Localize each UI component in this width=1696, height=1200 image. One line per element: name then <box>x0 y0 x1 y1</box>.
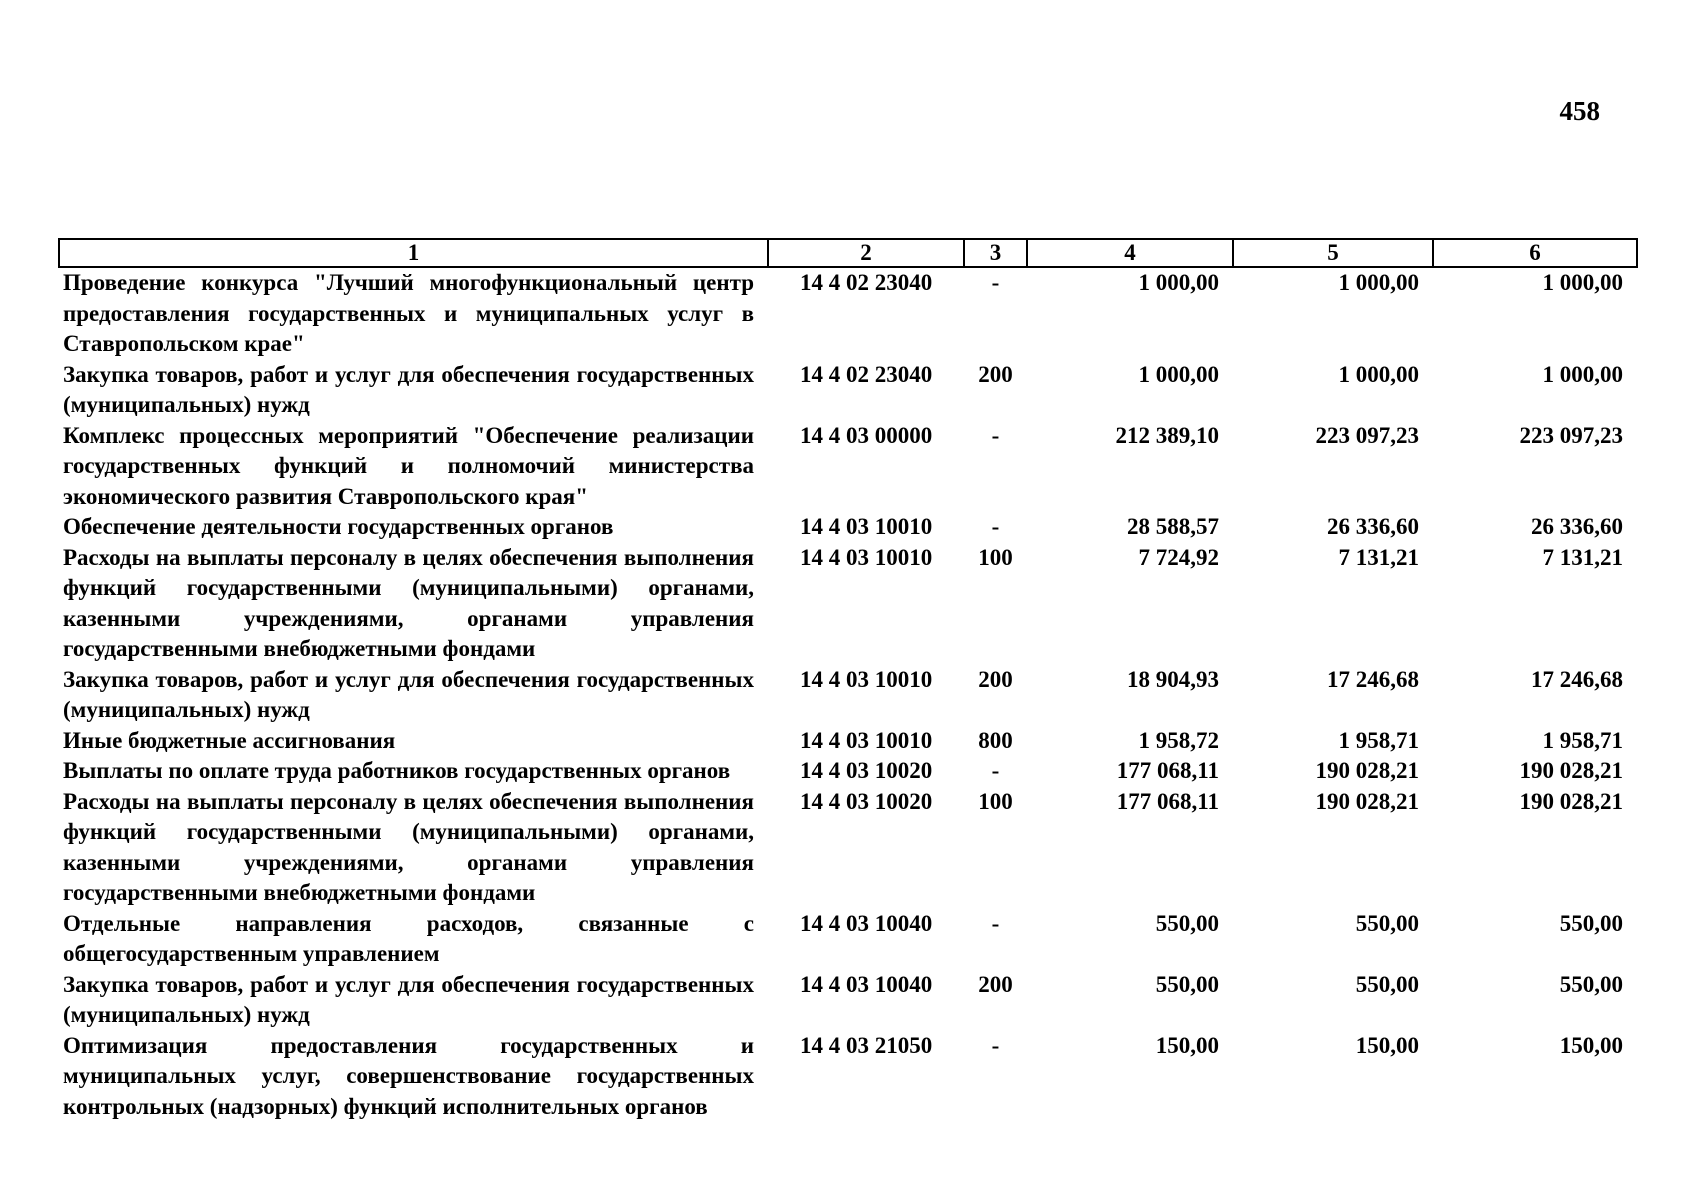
row-value-col4: 150,00 <box>1155 1032 1219 1058</box>
row-expense-type: - <box>991 1032 1000 1058</box>
row-expense-type: 200 <box>978 971 1013 997</box>
row-code: 14 4 03 10010 <box>800 666 933 692</box>
row-code: 14 4 03 10010 <box>800 514 933 539</box>
table-row <box>59 512 1637 543</box>
row-value-col6: 550,00 <box>1559 971 1623 997</box>
row-value-col4: 18 904,93 <box>1127 666 1219 692</box>
table-row <box>59 970 1637 1031</box>
row-value-col4: 212 389,10 <box>1115 422 1219 448</box>
row-value-col6: 150,00 <box>1559 1032 1623 1058</box>
row-expense-type: - <box>991 910 1000 936</box>
row-name: Закупка товаров, работ и услуг для обеспечения государственных (муниципальных) нужд <box>63 971 754 1027</box>
column-header-5: 5 <box>1233 239 1433 267</box>
row-name: Расходы на выплаты персоналу в целях обеспечения выполнения функций государственными (муниципальными) органами, казенными учреждениями, органами управления государственными внебюджетными фондами <box>63 544 754 661</box>
row-name: Обеспечение деятельности государственных органов <box>63 514 614 539</box>
page-number: 458 <box>1559 96 1600 126</box>
row-name: Комплекс процессных мероприятий "Обеспечение реализации государственных функций и полномочий министерства экономического развития Ставропольского края" <box>63 422 754 509</box>
row-value-col6: 1 000,00 <box>1542 270 1623 295</box>
row-name: Оптимизация предоставления государственных и муниципальных услуг, совершенствование государственных контрольных (надзорных) функций исполнительных органов <box>63 1032 754 1119</box>
row-code: 14 4 03 10020 <box>800 788 933 814</box>
row-expense-type: - <box>991 270 1000 295</box>
budget-table <box>58 238 1638 1122</box>
row-name: Закупка товаров, работ и услуг для обеспечения государственных (муниципальных) нужд <box>63 361 754 417</box>
row-value-col6: 550,00 <box>1559 910 1623 936</box>
row-value-col5: 150,00 <box>1355 1032 1419 1058</box>
column-header-2: 2 <box>768 239 964 267</box>
row-value-col4: 1 958,72 <box>1138 727 1219 753</box>
row-name: Расходы на выплаты персоналу в целях обеспечения выполнения функций государственными (муниципальными) органами, казенными учреждениями, органами управления государственными внебюджетными фондами <box>63 788 754 905</box>
row-code: 14 4 03 21050 <box>800 1032 933 1058</box>
row-name: Проведение конкурса "Лучший многофункциональный центр предоставления государственных и муниципальных услуг в Ставропольском крае" <box>63 270 754 356</box>
row-value-col6: 7 131,21 <box>1542 544 1623 570</box>
row-value-col5: 223 097,23 <box>1315 422 1419 448</box>
row-value-col6: 17 246,68 <box>1531 666 1623 692</box>
row-expense-type: - <box>991 422 1000 448</box>
row-value-col4: 28 588,57 <box>1127 514 1219 539</box>
table-row <box>59 665 1637 726</box>
row-value-col6: 1 000,00 <box>1542 361 1623 387</box>
table-row <box>59 267 1637 360</box>
row-expense-type: 800 <box>978 727 1013 753</box>
row-code: 14 4 03 10040 <box>800 910 933 936</box>
row-value-col4: 1 000,00 <box>1138 361 1219 387</box>
table-row <box>59 360 1637 421</box>
table-row <box>59 756 1637 787</box>
row-value-col4: 177 068,11 <box>1116 758 1219 783</box>
table-row <box>59 909 1637 970</box>
row-expense-type: - <box>991 514 1000 539</box>
row-value-col4: 550,00 <box>1155 910 1219 936</box>
column-header-3: 3 <box>964 239 1027 267</box>
row-value-col6: 26 336,60 <box>1531 514 1623 539</box>
row-value-col4: 7 724,92 <box>1138 544 1219 570</box>
table-row <box>59 787 1637 909</box>
column-header-6: 6 <box>1433 239 1637 267</box>
row-code: 14 4 03 10010 <box>800 544 933 570</box>
table-row <box>59 421 1637 513</box>
row-name: Выплаты по оплате труда работников государственных органов <box>63 758 731 783</box>
row-value-col5: 190 028,21 <box>1315 758 1419 783</box>
row-code: 14 4 03 00000 <box>800 422 933 448</box>
column-header-1: 1 <box>59 239 768 267</box>
row-value-col4: 1 000,00 <box>1138 270 1219 295</box>
row-name: Отдельные направления расходов, связанные с общегосударственным управлением <box>63 910 754 966</box>
row-expense-type: - <box>991 758 1000 783</box>
row-value-col6: 223 097,23 <box>1519 422 1623 448</box>
row-code: 14 4 03 10010 <box>800 727 933 753</box>
row-name: Закупка товаров, работ и услуг для обеспечения государственных (муниципальных) нужд <box>63 666 754 722</box>
row-value-col5: 7 131,21 <box>1338 544 1419 570</box>
row-value-col5: 26 336,60 <box>1327 514 1419 539</box>
row-value-col5: 550,00 <box>1355 910 1419 936</box>
row-code: 14 4 02 23040 <box>800 361 933 387</box>
row-value-col4: 550,00 <box>1155 971 1219 997</box>
row-code: 14 4 03 10020 <box>800 758 933 783</box>
row-code: 14 4 02 23040 <box>800 270 933 295</box>
table-row <box>59 1031 1637 1123</box>
table-row <box>59 543 1637 665</box>
row-value-col6: 1 958,71 <box>1542 727 1623 753</box>
table-body <box>59 267 1637 1122</box>
row-value-col5: 550,00 <box>1355 971 1419 997</box>
row-value-col5: 1 958,71 <box>1338 727 1419 753</box>
column-number-header-row <box>59 239 1637 267</box>
row-name: Иные бюджетные ассигнования <box>63 727 396 753</box>
row-expense-type: 200 <box>978 666 1013 692</box>
row-value-col4: 177 068,11 <box>1116 788 1219 814</box>
row-value-col6: 190 028,21 <box>1519 788 1623 814</box>
row-value-col5: 1 000,00 <box>1338 361 1419 387</box>
row-value-col6: 190 028,21 <box>1519 758 1623 783</box>
row-value-col5: 17 246,68 <box>1327 666 1419 692</box>
row-value-col5: 1 000,00 <box>1338 270 1419 295</box>
column-header-4: 4 <box>1027 239 1233 267</box>
row-expense-type: 100 <box>978 788 1013 814</box>
row-code: 14 4 03 10040 <box>800 971 933 997</box>
row-value-col5: 190 028,21 <box>1315 788 1419 814</box>
table-row <box>59 726 1637 757</box>
row-expense-type: 200 <box>978 361 1013 387</box>
row-expense-type: 100 <box>978 544 1013 570</box>
